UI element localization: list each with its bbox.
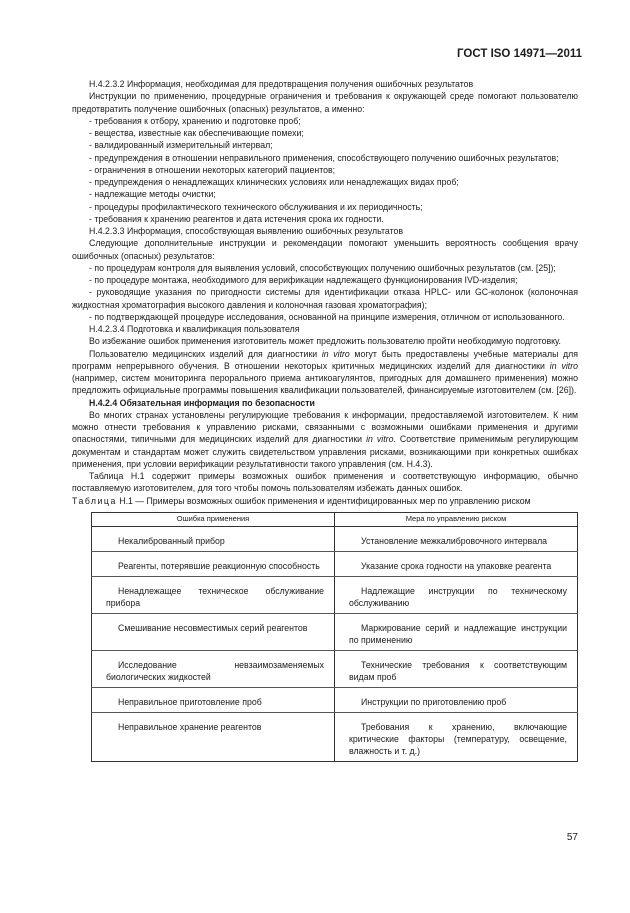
list-item: - валидированный измерительный интервал;	[89, 140, 273, 151]
table-row	[92, 613, 578, 650]
table-cell	[335, 576, 578, 613]
table-cell	[92, 613, 335, 650]
measure-text: Инструкции по приготовлению проб	[361, 696, 507, 707]
table-cell	[92, 687, 335, 712]
text-run: . Соответствие применимым регулирующим документам и стандартам может служить свидетельством управления рисками, возникающими при конкретных ошибках применения, при условии верификации результативности такого управления (см. H.4.3).	[72, 434, 578, 469]
table-caption-label: Таблица	[72, 495, 117, 506]
list-item: - предупреждения о ненадлежащих клинических условиях или ненадлежащих видах проб;	[89, 177, 459, 187]
paragraph: Во избежание ошибок применения изготовитель может предложить пользователю пройти необходимую подготовку.	[89, 336, 561, 347]
italic-term: in vitro	[366, 434, 394, 445]
paragraph: Следующие дополнительные инструкции и рекомендации помогают уменьшить вероятность сообщения врачу ошибочных (опасных) результатов:	[72, 238, 578, 261]
document-header: ГОСТ ISO 14971—2011	[457, 48, 582, 60]
list-item: - по процедурам контроля для выявления условий, способствующих получению ошибочных результатов (см. [25]);	[89, 262, 556, 273]
table-cell	[335, 712, 578, 761]
list-item: - предупреждения в отношении неправильного применения, способствующего получению ошибочных результатов;	[89, 152, 559, 163]
error-text: Исследование невзаимозаменяемых биологических жидкостей	[106, 659, 324, 682]
table-row	[92, 650, 578, 687]
column-header: Мера по управлению риском	[335, 512, 578, 526]
section-heading: H.4.2.3.4 Подготовка и квалификация пользователя	[89, 324, 300, 334]
measure-text: Технические требования к соответствующим видам проб	[349, 659, 567, 682]
table-cell	[92, 712, 335, 761]
table-caption	[72, 495, 578, 507]
table-cell	[335, 526, 578, 551]
list-item: - требования к отбору, хранению и подготовке проб;	[89, 115, 301, 126]
paragraph	[72, 348, 578, 397]
table-header-row	[92, 512, 578, 526]
error-text: Неправильное хранение реагентов	[118, 721, 262, 732]
table-cell	[335, 650, 578, 687]
paragraph	[72, 409, 578, 470]
table-cell	[92, 576, 335, 613]
text-run: Пользователю медицинских изделий для диагностики	[89, 348, 322, 359]
italic-term: in vitro	[549, 360, 578, 371]
table-caption-text: H.1 — Примеры возможных ошибок применения и идентифицированных мер по управлению риском	[116, 495, 531, 506]
section-heading: H.4.2.4 Обязательная информация по безопасности	[89, 397, 315, 408]
page-number: 57	[566, 832, 578, 843]
measure-text: Требования к хранению, включающие критические факторы (температуру, освещение, влажность и т. д.)	[349, 721, 567, 756]
error-text: Некалиброванный прибор	[118, 535, 225, 546]
table-cell	[92, 650, 335, 687]
italic-term: in vitro	[321, 348, 350, 359]
column-header: Ошибка применения	[92, 512, 335, 526]
paragraph: Таблица H.1 содержит примеры возможных ошибок применения и соответствующую информацию, обычно поставляемую изготовителем, для того чтобы помочь пользователям избежать данных ошибок.	[72, 471, 578, 494]
table-cell	[335, 613, 578, 650]
measure-text: Маркирование серий и надлежащие инструкции по применению	[349, 622, 567, 645]
list-item: - надлежащие методы очистки;	[89, 189, 216, 200]
page-body	[72, 78, 578, 762]
measure-text: Надлежащие инструкции по техническому обслуживанию	[349, 585, 567, 608]
table-cell	[92, 526, 335, 551]
measure-text: Указание срока годности на упаковке реагента	[361, 560, 552, 571]
error-text: Неправильное приготовление проб	[118, 696, 262, 707]
error-text: Ненадлежащее техническое обслуживание прибора	[106, 585, 324, 608]
section-heading: H.4.2.3.2 Информация, необходимая для предотвращения получения ошибочных результатов	[89, 79, 474, 89]
list-item: - вещества, известные как обеспечивающие помехи;	[89, 128, 304, 138]
text-run: Во многих странах установлены регулирующие требования к информации, предоставляемой изготовителем. К ним можно отнести требования к управлению рисками, связанными с возможными ошибками применения и другими опасностями, типичными для медицинских изделий для диагностики	[72, 409, 578, 445]
measure-text: Установление межкалибровочного интервала	[361, 535, 548, 546]
table-row	[92, 576, 578, 613]
list-item: - по процедуре монтажа, необходимого для верификации надлежащего функционирования IVD-изделия;	[89, 275, 518, 285]
list-item: - ограничения в отношении некоторых категорий пациентов;	[89, 164, 336, 175]
table-row	[92, 712, 578, 761]
use-errors-table	[91, 512, 578, 762]
list-item: - по подтверждающей процедуре исследования, основанной на принципе измерения, отличном от использованного.	[89, 311, 565, 322]
error-text: Смешивание несовместимых серий реагентов	[118, 622, 308, 633]
text-run: могут быть предоставлены учебные материалы для программ непрерывного обучения. В отношении некоторых критичных медицинских изделий для диагностики	[72, 348, 579, 371]
error-text: Реагенты, потерявшие реакционную способность	[118, 560, 320, 571]
table-row	[92, 526, 578, 551]
list-item: - процедуры профилактического технического обслуживания и их периодичность;	[89, 201, 423, 212]
table-row	[92, 687, 578, 712]
table-cell	[335, 687, 578, 712]
list-item: - руководящие указания по пригодности системы для идентификации отказа HPLC- или GC-колонок (колоночная жидкостная хроматография высокого давления и колоночная газовая хроматография);	[72, 287, 578, 310]
table-cell	[335, 551, 578, 576]
text-run: (например, систем мониторинга перорального приема антикоагулянтов, пригодных для домашнего применения) можно предложить официальные программы повышения квалификации пользователей, финансируемые изготовителем (см. [26]).	[72, 373, 578, 396]
section-heading: H.4.2.3.3 Информация, способствующая выявлению ошибочных результатов	[89, 226, 403, 236]
paragraph: Инструкции по применению, процедурные ограничения и требования к окружающей среде помогают пользователю предотвратить получение ошибочных (опасных) результатов, а именно:	[72, 91, 578, 114]
table-cell	[92, 551, 335, 576]
table-row	[92, 551, 578, 576]
list-item: - требования к хранению реагентов и дата истечения срока их годности.	[89, 213, 384, 224]
